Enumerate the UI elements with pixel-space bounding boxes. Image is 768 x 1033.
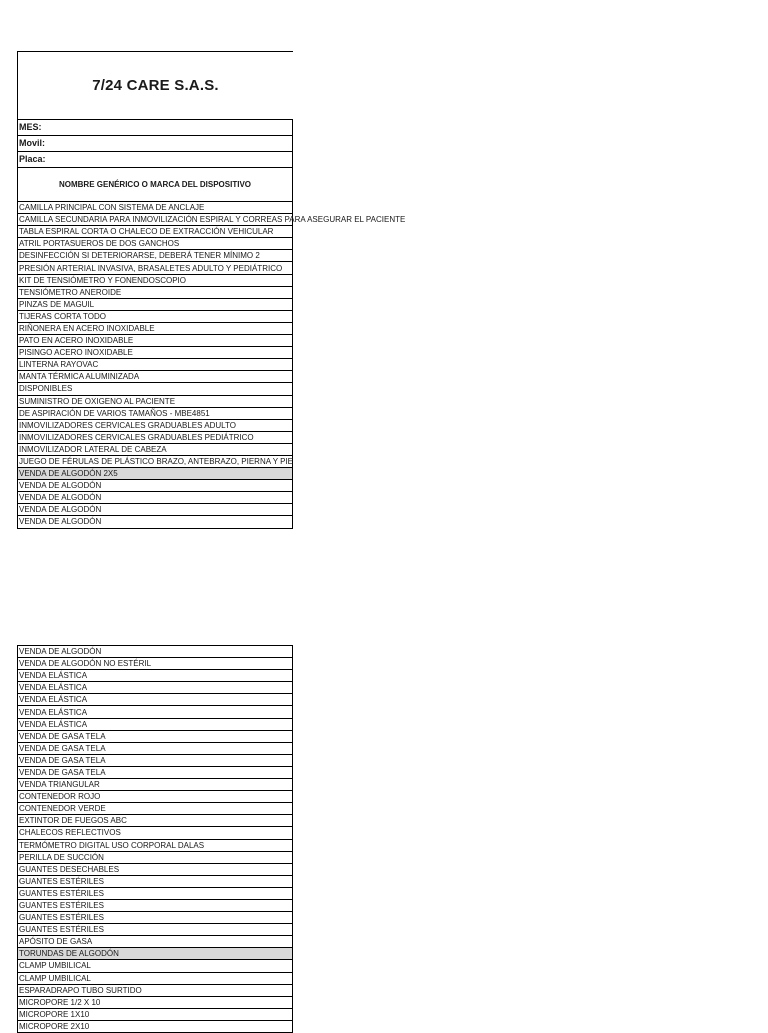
- device-name-cell: INMOVILIZADOR LATERAL DE CABEZA: [18, 443, 293, 455]
- device-name-cell: JUEGO DE FÉRULAS DE PLÁSTICO BRAZO, ANTEBRAZO, PIERNA Y PIE: [19, 457, 293, 467]
- device-name-cell: KIT DE TENSIÓMETRO Y FONENDOSCOPIO: [18, 274, 293, 286]
- device-name-cell: VENDA ELÁSTICA: [18, 682, 293, 694]
- table-row: [18, 682, 293, 694]
- table-row: [18, 658, 293, 670]
- device-name-cell: INMOVILIZADORES CERVICALES GRADUABLES PEDIÁTRICO: [18, 431, 293, 443]
- table-row: [18, 936, 293, 948]
- device-name-cell: VENDA ELÁSTICA: [18, 694, 293, 706]
- checklist-table-top: [17, 119, 406, 529]
- device-name-cell: CLAMP UMBILICAL: [18, 960, 293, 972]
- table-row: [18, 670, 293, 682]
- table-row: [18, 694, 293, 706]
- table-row: [18, 431, 293, 443]
- device-name-cell: RIÑONERA EN ACERO INOXIDABLE: [18, 322, 293, 334]
- device-name-cell: GUANTES DESECHABLES: [18, 863, 293, 875]
- table-row: [18, 718, 293, 730]
- device-name-cell: VENDA DE GASA TELA: [18, 766, 293, 778]
- device-name-cell: DE ASPIRACIÓN DE VARIOS TAMAÑOS - MBE4851: [18, 407, 293, 419]
- table-row: [18, 383, 293, 395]
- table-row: [18, 504, 293, 516]
- table-row: [18, 887, 293, 899]
- table-row: [18, 791, 293, 803]
- device-name-cell: GUANTES ESTÉRILES: [18, 887, 293, 899]
- table-row: [18, 1008, 293, 1020]
- table-row: [18, 202, 293, 214]
- device-name-cell: TERMÓMETRO DIGITAL USO CORPORAL DALAS: [18, 839, 293, 851]
- device-name-cell: VENDA DE ALGODÓN: [18, 646, 293, 658]
- table-row: [18, 286, 293, 298]
- device-name-cell: PISINGO ACERO INOXIDABLE: [18, 347, 293, 359]
- column-header-row: [18, 168, 293, 202]
- device-name-cell: PINZAS DE MAGUIL: [18, 298, 293, 310]
- table-row: [18, 516, 293, 528]
- table-row: [18, 646, 293, 658]
- device-name-cell: ESPARADRAPO TUBO SURTIDO: [18, 984, 293, 996]
- device-name-cell: VENDA TRIANGULAR: [18, 779, 293, 791]
- device-name-cell: VENDA DE ALGODÓN: [18, 480, 293, 492]
- device-name-cell: MICROPORE 1/2 X 10: [18, 996, 293, 1008]
- device-name-cell: DISPONIBLES: [18, 383, 293, 395]
- field-label: Placa:: [18, 152, 293, 168]
- company-title: 7/24 CARE S.A.S.: [92, 77, 219, 94]
- device-name-cell: VENDA ELÁSTICA: [18, 706, 293, 718]
- device-name-cell: VENDA DE GASA TELA: [18, 742, 293, 754]
- device-name-cell: VENDA DE ALGODÓN 2X5: [18, 468, 293, 480]
- table-row: [18, 238, 293, 250]
- device-name-cell: MICROPORE 2X10: [18, 1020, 293, 1032]
- device-name-cell: INMOVILIZADORES CERVICALES GRADUABLES ADULTO: [18, 419, 293, 431]
- table-row: [18, 395, 293, 407]
- table-row: [18, 322, 293, 334]
- table-row: [18, 274, 293, 286]
- table-row: [18, 443, 293, 455]
- table-row: [18, 455, 293, 467]
- device-name-cell: VENDA DE GASA TELA: [18, 730, 293, 742]
- device-name-cell: GUANTES ESTÉRILES: [18, 899, 293, 911]
- device-name-cell: DESINFECCIÓN SI DETERIORARSE, DEBERÁ TENER MÍNIMO 2: [18, 250, 293, 262]
- device-name-cell: CAMILLA PRINCIPAL CON SISTEMA DE ANCLAJE: [18, 202, 293, 214]
- table-row: [18, 250, 293, 262]
- device-name-cell: TABLA ESPIRAL CORTA O CHALECO DE EXTRACCIÓN VEHICULAR: [18, 226, 293, 238]
- table-row: [18, 480, 293, 492]
- device-name-cell: TIJERAS CORTA TODO: [18, 310, 293, 322]
- device-name-cell: SUMINISTRO DE OXIGENO AL PACIENTE: [18, 395, 293, 407]
- table-row: [18, 468, 293, 480]
- device-name-cell: MICROPORE 1X10: [18, 1008, 293, 1020]
- device-name-cell: CAMILLA SECUNDARIA PARA INMOVILIZACIÓN ESPIRAL Y CORREAS PARA ASEGURAR EL PACIENTE: [19, 215, 406, 225]
- checklist-table-bottom: [17, 645, 293, 1033]
- table-row: [18, 335, 293, 347]
- table-row: [18, 779, 293, 791]
- device-name-cell: VENDA DE ALGODÓN: [18, 492, 293, 504]
- table-row: [18, 730, 293, 742]
- device-name-cell: EXTINTOR DE FUEGOS ABC: [18, 815, 293, 827]
- device-name-cell: CLAMP UMBILICAL: [18, 972, 293, 984]
- table-row: [18, 827, 293, 839]
- table-row: [18, 851, 293, 863]
- device-name-cell: VENDA DE ALGODÓN: [18, 504, 293, 516]
- table-row: [18, 972, 293, 984]
- field-label: Movil:: [18, 136, 293, 152]
- device-name-cell: MANTA TÉRMICA ALUMINIZADA: [18, 371, 293, 383]
- table-row: [18, 839, 293, 851]
- table-row: [18, 347, 293, 359]
- table-row: [18, 371, 293, 383]
- device-name-cell: VENDA ELÁSTICA: [18, 670, 293, 682]
- table-row: [18, 742, 293, 754]
- field-label: MES:: [18, 120, 293, 136]
- table-row: [18, 419, 293, 431]
- checklist-sheet-top: [17, 51, 406, 529]
- table-row: [18, 803, 293, 815]
- field-row-mes: [18, 120, 293, 136]
- table-row: [18, 706, 293, 718]
- table-row: [18, 863, 293, 875]
- field-row-placa: [18, 152, 293, 168]
- table-row: [18, 996, 293, 1008]
- table-row: [18, 262, 293, 274]
- column-header: NOMBRE GENÉRICO O MARCA DEL DISPOSITIVO: [18, 168, 293, 202]
- device-name-cell: VENDA DE ALGODÓN NO ESTÉRIL: [18, 658, 293, 670]
- table-row: [18, 960, 293, 972]
- device-name-cell: VENDA ELÁSTICA: [18, 718, 293, 730]
- device-name-cell: CHALECOS REFLECTIVOS: [18, 827, 293, 839]
- checklist-sheet-bottom: [17, 645, 293, 1033]
- field-row-movil: [18, 136, 293, 152]
- device-name-cell: ATRIL PORTASUEROS DE DOS GANCHOS: [18, 238, 293, 250]
- table-row: [18, 984, 293, 996]
- title-cell: [17, 51, 293, 119]
- table-row: [18, 1020, 293, 1032]
- device-name-cell: GUANTES ESTÉRILES: [18, 912, 293, 924]
- table-row: [18, 948, 293, 960]
- device-name-cell: GUANTES ESTÉRILES: [18, 924, 293, 936]
- table-row: [18, 298, 293, 310]
- device-name-cell: LINTERNA RAYOVAC: [18, 359, 293, 371]
- table-row: [18, 754, 293, 766]
- table-row: [18, 899, 293, 911]
- table-row: [18, 492, 293, 504]
- device-name-cell: VENDA DE GASA TELA: [18, 754, 293, 766]
- device-name-cell: TORUNDAS DE ALGODÓN: [18, 948, 293, 960]
- device-name-cell: CONTENEDOR ROJO: [18, 791, 293, 803]
- table-row: [18, 214, 293, 226]
- table-row: [18, 766, 293, 778]
- table-row: [18, 310, 293, 322]
- table-row: [18, 815, 293, 827]
- device-name-cell: PATO EN ACERO INOXIDABLE: [18, 335, 293, 347]
- device-name-cell: CONTENEDOR VERDE: [18, 803, 293, 815]
- device-name-cell: VENDA DE ALGODÓN: [18, 516, 293, 528]
- table-row: [18, 359, 293, 371]
- device-name-cell: GUANTES ESTÉRILES: [18, 875, 293, 887]
- table-row: [18, 912, 293, 924]
- table-row: [18, 226, 293, 238]
- device-name-cell: APÓSITO DE GASA: [18, 936, 293, 948]
- device-name-cell: PRESIÓN ARTERIAL INVASIVA, BRASALETES ADULTO Y PEDIÁTRICO: [18, 262, 293, 274]
- table-row: [18, 407, 293, 419]
- device-name-cell: TENSIÓMETRO ANEROIDE: [18, 286, 293, 298]
- device-name-cell: PERILLA DE SUCCIÓN: [18, 851, 293, 863]
- table-row: [18, 924, 293, 936]
- table-row: [18, 875, 293, 887]
